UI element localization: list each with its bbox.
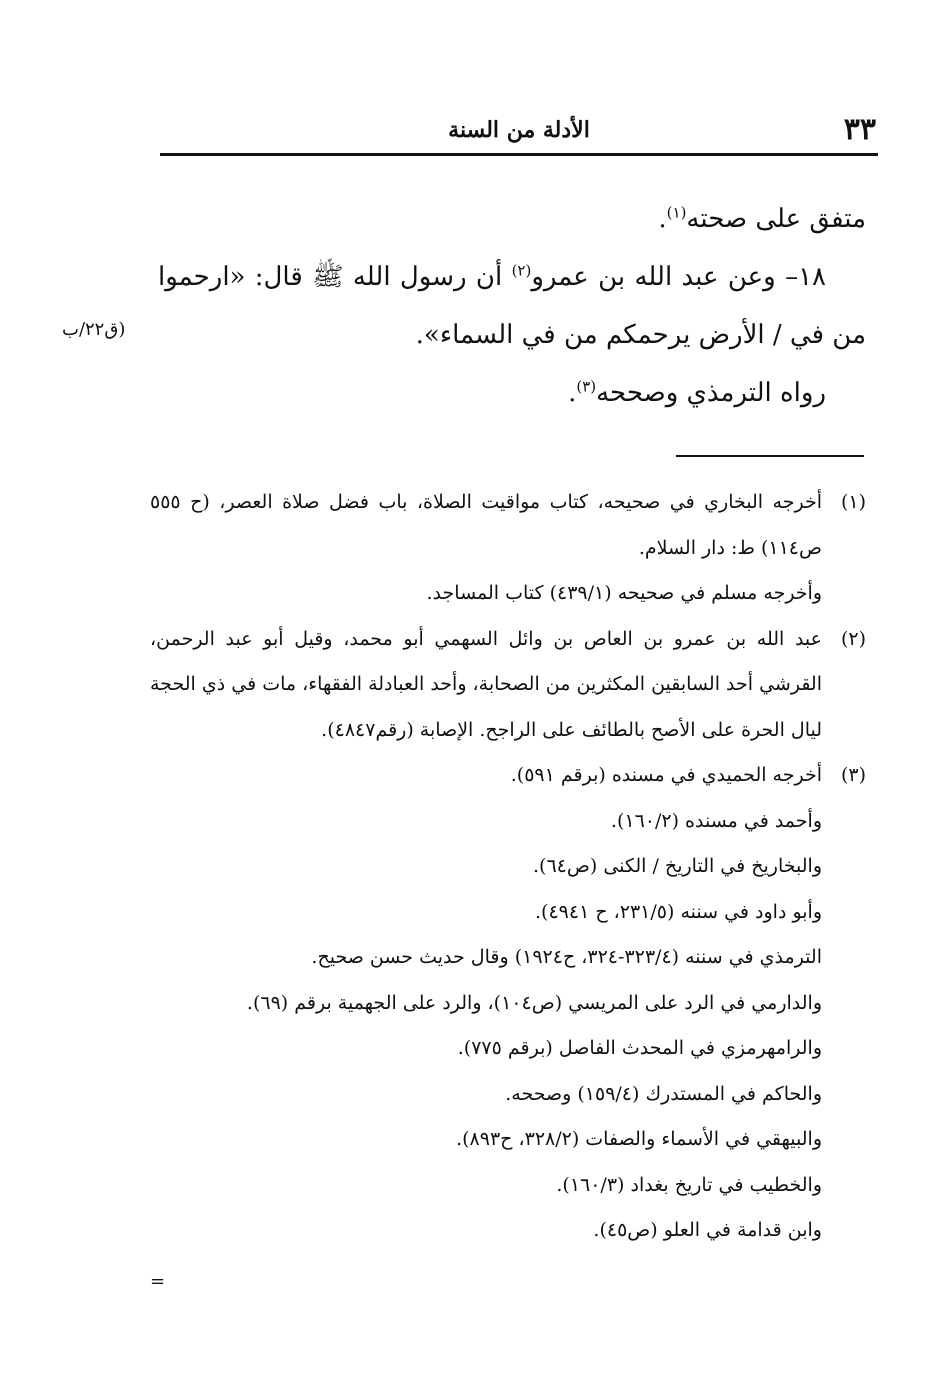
- footnote-ref-3: (٣): [576, 377, 597, 396]
- hadith-paragraph: [158, 248, 866, 364]
- footnote-line: وأبو داود في سننه (٢٣١/٥، ح ٤٩٤١).: [535, 900, 822, 923]
- hadith-intro: وعن عبد الله بن عمرو: [531, 262, 776, 292]
- footnote-3: [150, 753, 866, 1254]
- footnotes: [150, 480, 866, 1254]
- footnote-line: والدارمي في الرد على المريسي (ص١٠٤)، والرد على الجهمية برقم (٦٩).: [246, 991, 822, 1014]
- running-title: الأدلة من السنة: [448, 117, 590, 143]
- footnote-separator: [676, 455, 864, 457]
- manuscript-folio-note: (ق٢٢/ب: [62, 319, 126, 340]
- continuation-mark: =: [150, 1271, 166, 1292]
- footnote-line: والحاكم في المستدرك (١٥٩/٤) وصححه.: [505, 1082, 822, 1105]
- footnote-number: (٢): [840, 627, 866, 650]
- footnote-number: (٣): [840, 764, 866, 786]
- footnote-line: الترمذي في سننه (٣٢٣/٤-٣٢٤، ح١٩٢٤) وقال حديث حسن صحيح.: [311, 946, 822, 968]
- hadith-text: أن رسول الله ﷺ قال: «ارحموا من في / الأرض يرحمكم من في السماء».: [158, 262, 866, 350]
- footnote-line: أخرجه البخاري في صحيحه، كتاب مواقيت الصلاة، باب فضل صلاة العصر، (ح ٥٥٥ ص١١٤) ط: دار السلام.: [150, 491, 822, 559]
- header-rule: [160, 153, 878, 156]
- footnote-line: عبد الله بن عمرو بن العاص بن وائل السهمي أبو محمد، وقيل أبو عبد الرحمن، القرشي أحد السابقين المكثرين من الصحابة، وأحد العبادلة الفقهاء، مات في ذي الحجة ليال الحرة على الأصح بالطائف على الراجح. الإصابة (رقم٤٨٤٧).: [150, 627, 822, 741]
- agreement-text: متفق على صحته: [686, 204, 866, 234]
- footnote-ref-1: (١): [666, 203, 687, 222]
- agreement-line: [158, 190, 866, 248]
- footnote-ref-2: (٢): [511, 261, 532, 280]
- footnote-2: [150, 617, 866, 754]
- narration-text: رواه الترمذي وصححه: [596, 378, 826, 408]
- hadith-number: ١٨–: [785, 262, 827, 292]
- footnote-line: والبخاريخ في التاريخ / الكنى (ص٦٤).: [533, 855, 822, 877]
- footnote-line: أخرجه الحميدي في مسنده (برقم ٥٩١).: [510, 764, 822, 786]
- page-header: [160, 110, 878, 150]
- footnote-line: والخطيب في تاريخ بغداد (١٦٠/٣).: [556, 1173, 822, 1196]
- footnote-line: وأخرجه مسلم في صحيحه (٤٣٩/١) كتاب المساجد.: [426, 582, 822, 604]
- footnote-line: والرامهرمزي في المحدث الفاصل (برقم ٧٧٥).: [457, 1037, 822, 1059]
- page-number: ٣٣: [843, 112, 876, 147]
- footnote-line: وأحمد في مسنده (١٦٠/٢).: [610, 809, 822, 832]
- footnote-number: (١): [840, 491, 866, 513]
- agreement-end: .: [658, 204, 667, 234]
- footnote-line: وابن قدامة في العلو (ص٤٥).: [593, 1219, 822, 1241]
- narration-line: [158, 364, 866, 422]
- main-text: [158, 190, 866, 422]
- footnote-line: والبيهقي في الأسماء والصفات (٣٢٨/٢، ح٨٩٣).: [456, 1128, 822, 1150]
- narration-end: .: [568, 378, 577, 408]
- footnote-1: [150, 480, 866, 617]
